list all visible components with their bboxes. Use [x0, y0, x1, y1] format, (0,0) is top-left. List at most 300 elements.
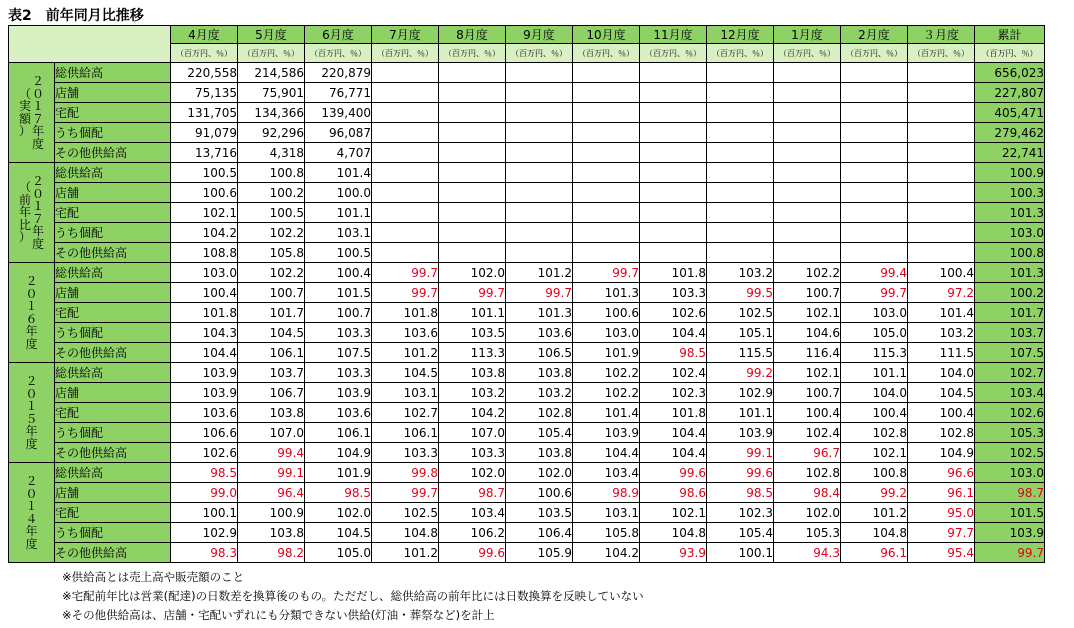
- year-label-paren-char: ）: [18, 230, 31, 245]
- month-header-row: [9, 26, 1045, 44]
- total-cell: 102.6: [975, 403, 1045, 423]
- value-cell: 103.9: [171, 383, 238, 403]
- value-cell: 107.0: [238, 423, 305, 443]
- value-cell: [372, 223, 439, 243]
- value-cell: 100.2: [238, 183, 305, 203]
- year-label-char: 年: [25, 324, 38, 338]
- row-label: 総供給高: [55, 63, 171, 83]
- month-header: 5月度: [238, 26, 305, 44]
- value-cell: [506, 223, 573, 243]
- value-cell: 100.4: [305, 263, 372, 283]
- value-cell: 99.1: [707, 443, 774, 463]
- year-label-char: １: [32, 99, 45, 113]
- value-cell: [439, 203, 506, 223]
- row-label: 宅配: [55, 403, 171, 423]
- value-cell: 98.2: [238, 543, 305, 563]
- unit-label: （百万円、％）: [640, 44, 707, 63]
- value-cell: 214,586: [238, 63, 305, 83]
- value-cell: [372, 83, 439, 103]
- value-cell: 105.4: [506, 423, 573, 443]
- table-row: [9, 543, 1045, 563]
- value-cell: 98.9: [573, 483, 640, 503]
- value-cell: 94.3: [774, 543, 841, 563]
- year-label-char: ２: [25, 374, 38, 388]
- year-label-char: 年: [32, 124, 45, 138]
- value-cell: 99.5: [707, 283, 774, 303]
- value-cell: 100.6: [506, 483, 573, 503]
- total-cell: 101.3: [975, 203, 1045, 223]
- total-cell: 100.9: [975, 163, 1045, 183]
- table-row: [9, 503, 1045, 523]
- month-header: 7月度: [372, 26, 439, 44]
- value-cell: 113.3: [439, 343, 506, 363]
- value-cell: 92,296: [238, 123, 305, 143]
- value-cell: 105.0: [841, 323, 908, 343]
- value-cell: 101.3: [573, 283, 640, 303]
- footnotes: [62, 568, 644, 625]
- year-label-char: ０: [25, 386, 38, 401]
- value-cell: 102.0: [305, 503, 372, 523]
- value-cell: [841, 123, 908, 143]
- value-cell: [439, 103, 506, 123]
- table-row: [9, 243, 1045, 263]
- value-cell: [908, 163, 975, 183]
- value-cell: 111.5: [908, 343, 975, 363]
- value-cell: 134,366: [238, 103, 305, 123]
- value-cell: 95.4: [908, 543, 975, 563]
- value-cell: 103.2: [439, 383, 506, 403]
- table-row: [9, 223, 1045, 243]
- value-cell: [908, 63, 975, 83]
- value-cell: 96,087: [305, 123, 372, 143]
- row-label: その他供給高: [55, 143, 171, 163]
- total-cell: 279,462: [975, 123, 1045, 143]
- value-cell: 98.4: [774, 483, 841, 503]
- total-cell: 105.3: [975, 423, 1045, 443]
- value-cell: 99.7: [372, 483, 439, 503]
- value-cell: 100.8: [238, 163, 305, 183]
- year-label-char: 年: [25, 424, 38, 438]
- value-cell: 105.4: [707, 523, 774, 543]
- table-row: [9, 203, 1045, 223]
- value-cell: 101.8: [640, 263, 707, 283]
- value-cell: 101.4: [305, 163, 372, 183]
- value-cell: 99.0: [171, 483, 238, 503]
- year-label-char: ５: [25, 411, 38, 426]
- table-title: 表2 前年同月比推移: [8, 8, 144, 24]
- footnote: ※供給高とは売上高や販売額のこと: [62, 570, 245, 584]
- year-label-char: ２: [25, 474, 38, 488]
- value-cell: [506, 123, 573, 143]
- value-cell: 103.9: [707, 423, 774, 443]
- value-cell: 100.5: [238, 203, 305, 223]
- value-cell: [841, 223, 908, 243]
- value-cell: [707, 163, 774, 183]
- value-cell: 103.0: [171, 263, 238, 283]
- row-label: うち個配: [55, 223, 171, 243]
- value-cell: 103.3: [439, 443, 506, 463]
- total-cell: 103.0: [975, 223, 1045, 243]
- value-cell: [640, 223, 707, 243]
- value-cell: 102.1: [841, 443, 908, 463]
- row-label: 宅配: [55, 303, 171, 323]
- year-label-paren-char: 比: [18, 217, 31, 232]
- value-cell: 103.6: [305, 403, 372, 423]
- unit-label: （百万円、％）: [506, 44, 573, 63]
- value-cell: 101.7: [238, 303, 305, 323]
- value-cell: 105.3: [774, 523, 841, 543]
- value-cell: [841, 63, 908, 83]
- unit-label: （百万円、％）: [841, 44, 908, 63]
- value-cell: [841, 243, 908, 263]
- value-cell: 100.9: [238, 503, 305, 523]
- value-cell: 139,400: [305, 103, 372, 123]
- value-cell: [640, 123, 707, 143]
- value-cell: 103.6: [171, 403, 238, 423]
- table-row: [9, 423, 1045, 443]
- value-cell: [640, 163, 707, 183]
- value-cell: 103.1: [573, 503, 640, 523]
- value-cell: 104.5: [238, 323, 305, 343]
- total-cell: 107.5: [975, 343, 1045, 363]
- value-cell: [439, 163, 506, 183]
- value-cell: [640, 63, 707, 83]
- year-label-char: １: [25, 499, 38, 513]
- value-cell: [774, 203, 841, 223]
- value-cell: [439, 243, 506, 263]
- value-cell: 101.8: [372, 303, 439, 323]
- value-cell: 102.0: [439, 463, 506, 483]
- value-cell: 102.8: [908, 423, 975, 443]
- value-cell: 103.5: [506, 503, 573, 523]
- value-cell: [573, 123, 640, 143]
- value-cell: 102.0: [774, 503, 841, 523]
- value-cell: 97.2: [908, 283, 975, 303]
- value-cell: 104.0: [908, 363, 975, 383]
- value-cell: 102.7: [372, 403, 439, 423]
- value-cell: 103.9: [305, 383, 372, 403]
- month-header: 8月度: [439, 26, 506, 44]
- value-cell: [841, 183, 908, 203]
- table-row: [9, 483, 1045, 503]
- value-cell: 102.2: [238, 263, 305, 283]
- row-label: 店舗: [55, 383, 171, 403]
- value-cell: 104.4: [573, 443, 640, 463]
- value-cell: 103.8: [506, 443, 573, 463]
- value-cell: 100.8: [841, 463, 908, 483]
- value-cell: 220,879: [305, 63, 372, 83]
- value-cell: 103.2: [506, 383, 573, 403]
- value-cell: 99.6: [707, 463, 774, 483]
- value-cell: [841, 83, 908, 103]
- year-label-paren-char: 年: [18, 205, 31, 220]
- table-row: [9, 443, 1045, 463]
- total-cell: 102.5: [975, 443, 1045, 463]
- year-label-char: ０: [25, 486, 38, 501]
- value-cell: [707, 183, 774, 203]
- value-cell: 99.4: [238, 443, 305, 463]
- value-cell: 101.3: [506, 303, 573, 323]
- value-cell: 104.2: [573, 543, 640, 563]
- table-row: [9, 363, 1045, 383]
- value-cell: 99.2: [707, 363, 774, 383]
- value-cell: 96.1: [908, 483, 975, 503]
- value-cell: 103.6: [372, 323, 439, 343]
- value-cell: 104.5: [908, 383, 975, 403]
- value-cell: [372, 103, 439, 123]
- value-cell: 104.8: [372, 523, 439, 543]
- value-cell: 103.8: [506, 363, 573, 383]
- total-cell: 101.3: [975, 263, 1045, 283]
- month-header: 4月度: [171, 26, 238, 44]
- value-cell: [439, 143, 506, 163]
- value-cell: [774, 63, 841, 83]
- value-cell: 104.9: [908, 443, 975, 463]
- total-cell: 101.5: [975, 503, 1045, 523]
- value-cell: [640, 243, 707, 263]
- value-cell: 96.7: [774, 443, 841, 463]
- value-cell: 104.4: [640, 323, 707, 343]
- value-cell: 95.0: [908, 503, 975, 523]
- total-cell: 99.7: [975, 543, 1045, 563]
- value-cell: [774, 103, 841, 123]
- row-label: 総供給高: [55, 263, 171, 283]
- value-cell: 101.5: [305, 283, 372, 303]
- table-row: [9, 103, 1045, 123]
- value-cell: 103.7: [238, 363, 305, 383]
- row-label: 店舗: [55, 183, 171, 203]
- value-cell: [640, 143, 707, 163]
- value-cell: 91,079: [171, 123, 238, 143]
- value-cell: [372, 183, 439, 203]
- value-cell: 101.8: [640, 403, 707, 423]
- value-cell: [573, 223, 640, 243]
- value-cell: [439, 83, 506, 103]
- value-cell: 102.3: [640, 383, 707, 403]
- footnote: ※宅配前年比は営業(配達)の日数差を換算後のもの。ただだし、総供給高の前年比には日数換算を反映していない: [62, 589, 644, 603]
- value-cell: 103.4: [573, 463, 640, 483]
- value-cell: 100.6: [573, 303, 640, 323]
- value-cell: [707, 123, 774, 143]
- value-cell: 104.4: [640, 423, 707, 443]
- value-cell: [640, 203, 707, 223]
- unit-label: （百万円、％）: [573, 44, 640, 63]
- month-header: 2月度: [841, 26, 908, 44]
- value-cell: 96.1: [841, 543, 908, 563]
- year-label-char: 度: [25, 536, 38, 551]
- value-cell: [439, 123, 506, 143]
- year-label-char: ０: [32, 86, 45, 101]
- value-cell: 101.4: [908, 303, 975, 323]
- value-cell: 96.4: [238, 483, 305, 503]
- value-cell: [573, 83, 640, 103]
- value-cell: [506, 143, 573, 163]
- value-cell: [908, 223, 975, 243]
- value-cell: 102.6: [640, 303, 707, 323]
- value-cell: 102.8: [774, 463, 841, 483]
- value-cell: 106.2: [439, 523, 506, 543]
- total-cell: 103.0: [975, 463, 1045, 483]
- value-cell: 106.7: [238, 383, 305, 403]
- unit-label: （百万円、％）: [774, 44, 841, 63]
- year-label: [9, 263, 55, 363]
- row-label: 総供給高: [55, 163, 171, 183]
- value-cell: [707, 203, 774, 223]
- value-cell: 100.1: [707, 543, 774, 563]
- value-cell: [908, 123, 975, 143]
- row-label: その他供給高: [55, 343, 171, 363]
- value-cell: 101.2: [372, 543, 439, 563]
- year-label-char: 度: [25, 336, 38, 351]
- total-cell: 98.7: [975, 483, 1045, 503]
- value-cell: 76,771: [305, 83, 372, 103]
- value-cell: [841, 103, 908, 123]
- value-cell: 102.8: [506, 403, 573, 423]
- year-label-char: 度: [25, 436, 38, 451]
- value-cell: 104.9: [305, 443, 372, 463]
- value-cell: 99.7: [372, 283, 439, 303]
- value-cell: [908, 183, 975, 203]
- total-cell: 103.4: [975, 383, 1045, 403]
- row-label: その他供給高: [55, 443, 171, 463]
- value-cell: 99.8: [372, 463, 439, 483]
- value-cell: 106.4: [506, 523, 573, 543]
- value-cell: 106.1: [238, 343, 305, 363]
- value-cell: 102.4: [640, 363, 707, 383]
- month-header: 11月度: [640, 26, 707, 44]
- value-cell: 105.9: [506, 543, 573, 563]
- value-cell: [506, 203, 573, 223]
- value-cell: [640, 103, 707, 123]
- value-cell: [640, 83, 707, 103]
- value-cell: 102.2: [238, 223, 305, 243]
- value-cell: 105.1: [707, 323, 774, 343]
- total-cell: 22,741: [975, 143, 1045, 163]
- total-cell: 405,471: [975, 103, 1045, 123]
- year-label: [9, 163, 55, 263]
- value-cell: 102.8: [841, 423, 908, 443]
- row-label: その他供給高: [55, 543, 171, 563]
- value-cell: [908, 203, 975, 223]
- unit-label: （百万円、％）: [439, 44, 506, 63]
- year-label-paren-char: 額: [18, 111, 31, 126]
- value-cell: 100.4: [774, 403, 841, 423]
- table-row: [9, 143, 1045, 163]
- value-cell: 102.9: [707, 383, 774, 403]
- year-label-char: ０: [25, 286, 38, 301]
- table-row: [9, 63, 1045, 83]
- value-cell: 105.8: [573, 523, 640, 543]
- table-body: [9, 63, 1045, 563]
- value-cell: [372, 243, 439, 263]
- value-cell: 108.8: [171, 243, 238, 263]
- year-label-paren-char: 実: [18, 99, 31, 113]
- year-label-char: ４: [25, 511, 38, 526]
- year-label: [9, 363, 55, 463]
- value-cell: [506, 63, 573, 83]
- row-label: 店舗: [55, 83, 171, 103]
- year-label-char: １: [25, 399, 38, 413]
- row-label: うち個配: [55, 323, 171, 343]
- value-cell: 106.1: [305, 423, 372, 443]
- table-row: [9, 323, 1045, 343]
- value-cell: 98.5: [171, 463, 238, 483]
- total-header: 累計: [975, 26, 1045, 44]
- year-label-char: 年: [25, 524, 38, 538]
- year-label-char: 年: [32, 224, 45, 238]
- value-cell: 102.1: [171, 203, 238, 223]
- value-cell: [372, 143, 439, 163]
- value-cell: [506, 243, 573, 263]
- value-cell: 102.1: [774, 303, 841, 323]
- value-cell: [841, 163, 908, 183]
- value-cell: 100.4: [908, 263, 975, 283]
- row-label: うち個配: [55, 423, 171, 443]
- value-cell: 75,901: [238, 83, 305, 103]
- value-cell: [908, 243, 975, 263]
- value-cell: 103.3: [305, 363, 372, 383]
- value-cell: 98.5: [640, 343, 707, 363]
- year-label-char: ２: [32, 174, 45, 188]
- unit-label: （百万円、％）: [908, 44, 975, 63]
- value-cell: 103.9: [171, 363, 238, 383]
- value-cell: 99.4: [841, 263, 908, 283]
- year-label-char: ７: [32, 211, 45, 226]
- table-row: [9, 303, 1045, 323]
- value-cell: [908, 143, 975, 163]
- value-cell: 102.0: [506, 463, 573, 483]
- value-cell: 103.1: [305, 223, 372, 243]
- value-cell: 105.8: [238, 243, 305, 263]
- value-cell: [707, 83, 774, 103]
- year-label-char: １: [25, 299, 38, 313]
- value-cell: 103.3: [640, 283, 707, 303]
- value-cell: 104.3: [171, 323, 238, 343]
- value-cell: 98.5: [305, 483, 372, 503]
- value-cell: 96.6: [908, 463, 975, 483]
- value-cell: 102.4: [774, 423, 841, 443]
- value-cell: 102.5: [372, 503, 439, 523]
- value-cell: 103.8: [238, 523, 305, 543]
- value-cell: 98.7: [439, 483, 506, 503]
- value-cell: [774, 223, 841, 243]
- value-cell: 100.7: [305, 303, 372, 323]
- value-cell: 100.7: [238, 283, 305, 303]
- table-row: [9, 123, 1045, 143]
- corner-cell: [9, 26, 171, 63]
- value-cell: 104.8: [841, 523, 908, 543]
- value-cell: 106.1: [372, 423, 439, 443]
- month-header: 1月度: [774, 26, 841, 44]
- value-cell: [908, 103, 975, 123]
- value-cell: 100.5: [305, 243, 372, 263]
- value-cell: 101.1: [707, 403, 774, 423]
- value-cell: 104.0: [841, 383, 908, 403]
- year-label: [9, 63, 55, 163]
- row-label: うち個配: [55, 523, 171, 543]
- value-cell: 115.3: [841, 343, 908, 363]
- value-cell: [439, 223, 506, 243]
- value-cell: 103.4: [439, 503, 506, 523]
- value-cell: 220,558: [171, 63, 238, 83]
- value-cell: 101.1: [841, 363, 908, 383]
- value-cell: [841, 143, 908, 163]
- value-cell: [372, 63, 439, 83]
- year-label-char: 度: [32, 236, 45, 251]
- value-cell: 99.7: [841, 283, 908, 303]
- value-cell: 107.5: [305, 343, 372, 363]
- value-cell: 104.2: [171, 223, 238, 243]
